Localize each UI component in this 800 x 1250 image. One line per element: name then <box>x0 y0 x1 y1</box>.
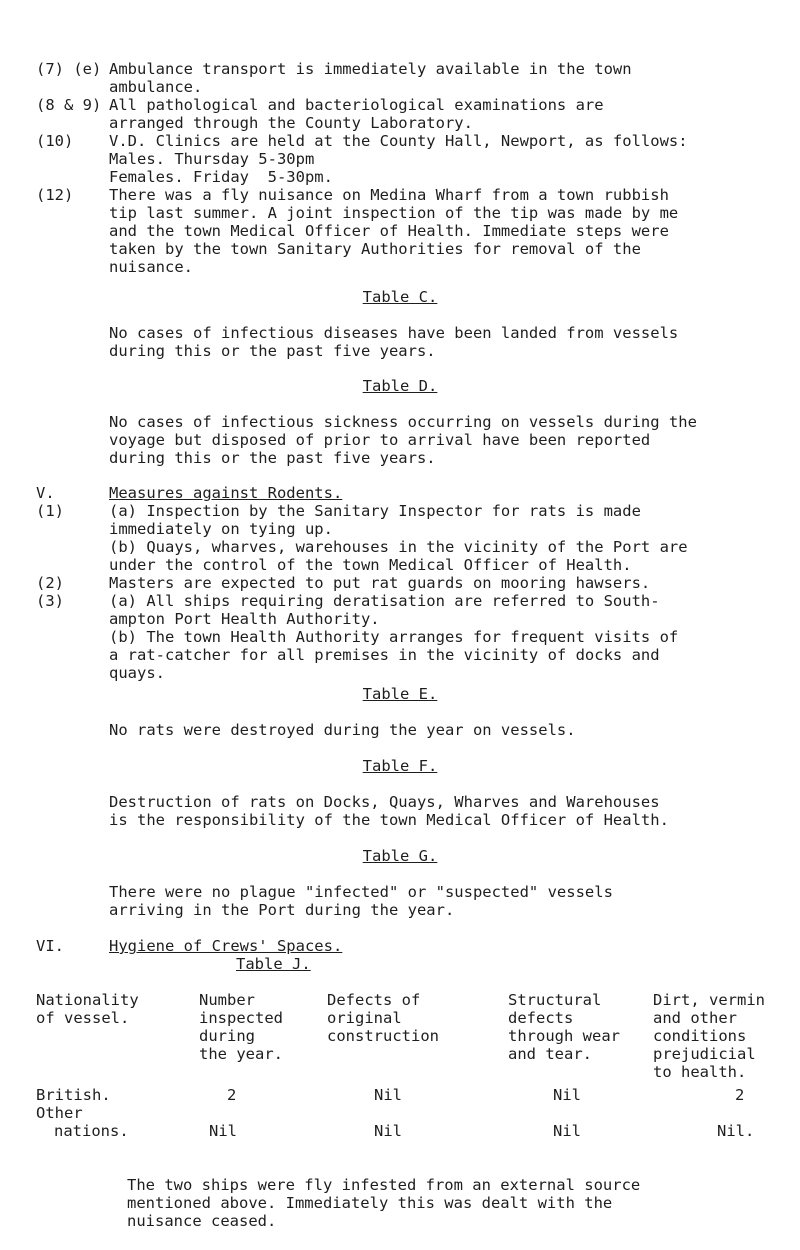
table-row-british-nationality: British. <box>36 1086 111 1104</box>
item-text: (a) Inspection by the Sanitary Inspector for rats is made immediately on tying up. (b) Quays, wharves, warehouses in the vicinity of the Port are under the control of the town Medical Officer of Health. <box>109 502 688 574</box>
section-heading: Hygiene of Crews' Spaces. <box>109 937 343 955</box>
table-g-text: There were no plague "infected" or "suspected" vessels arriving in the Port during the year. <box>109 883 613 919</box>
item-text: There was a fly nuisance on Medina Wharf from a town rubbish tip last summer. A joint inspection of the tip was made by me and the town Medical Officer of Health. Immediate steps were taken by the town Sanitary Authorities for removal of the nuisance. <box>109 186 679 276</box>
table-g-title: Table G. <box>362 847 438 865</box>
item-number: (12) <box>36 186 74 204</box>
table-row-other-structural: Nil <box>553 1122 581 1140</box>
item-text: All pathological and bacteriological examinations are arranged through the County Laboratory. <box>109 96 604 132</box>
table-e-text: No rats were destroyed during the year on vessels. <box>109 721 576 739</box>
column-header-original-defects: Defects of original construction <box>327 991 439 1045</box>
table-row-other-nationality: Other nations. <box>36 1104 129 1140</box>
section-number: VI. <box>36 937 64 955</box>
item-text: V.D. Clinics are held at the County Hall, Newport, as follows: Males. Thursday 5-30pm Females. Friday 5-30pm. <box>109 132 688 186</box>
item-text: Ambulance transport is immediately available in the town ambulance. <box>109 60 632 96</box>
table-row-other-dirt: Nil. <box>717 1122 755 1140</box>
footer-text: The two ships were fly infested from an external source mentioned above. Immediately this was dealt with the nuisance ceased. <box>127 1176 641 1230</box>
column-header-nationality: Nationality of vessel. <box>36 991 139 1027</box>
item-number: (10) <box>36 132 74 150</box>
item-text: Masters are expected to put rat guards on mooring hawsers. <box>109 574 651 592</box>
item-text: (a) All ships requiring deratisation are referred to South- ampton Port Health Authority. (b) The town Health Authority arranges for frequent visits of a rat-catcher for all premises in the vicinity of docks and quays. <box>109 592 679 682</box>
column-header-number: Number inspected during the year. <box>199 991 283 1063</box>
section-number: V. <box>36 484 55 502</box>
table-c-title: Table C. <box>362 288 438 306</box>
table-f-title: Table F. <box>362 757 438 775</box>
column-header-dirt-vermin: Dirt, vermin and other conditions prejudicial to health. <box>653 991 765 1081</box>
table-e-title: Table E. <box>362 685 438 703</box>
table-d-text: No cases of infectious sickness occurring on vessels during the voyage but disposed of prior to arrival have been reported during this or the past five years. <box>109 413 697 467</box>
column-header-structural-defects: Structural defects through wear and tear. <box>508 991 620 1063</box>
item-number: (3) <box>36 592 64 610</box>
table-c-text: No cases of infectious diseases have been landed from vessels during this or the past five years. <box>109 324 679 360</box>
table-row-british-structural: Nil <box>553 1086 581 1104</box>
table-row-british-dirt: 2 <box>735 1086 745 1104</box>
table-j-title: Table J. <box>236 955 311 973</box>
item-number: (8 & 9) <box>36 96 102 114</box>
table-row-other-original: Nil <box>374 1122 402 1140</box>
item-number: (2) <box>36 574 64 592</box>
section-heading: Measures against Rodents. <box>109 484 343 502</box>
table-row-british-number: 2 <box>227 1086 237 1104</box>
table-row-british-original: Nil <box>374 1086 402 1104</box>
table-f-text: Destruction of rats on Docks, Quays, Wharves and Warehouses is the responsibility of the town Medical Officer of Health. <box>109 793 669 829</box>
item-number: (7) (e) <box>36 60 102 78</box>
table-d-title: Table D. <box>362 377 438 395</box>
item-number: (1) <box>36 502 64 520</box>
table-row-other-number: Nil <box>209 1122 237 1140</box>
